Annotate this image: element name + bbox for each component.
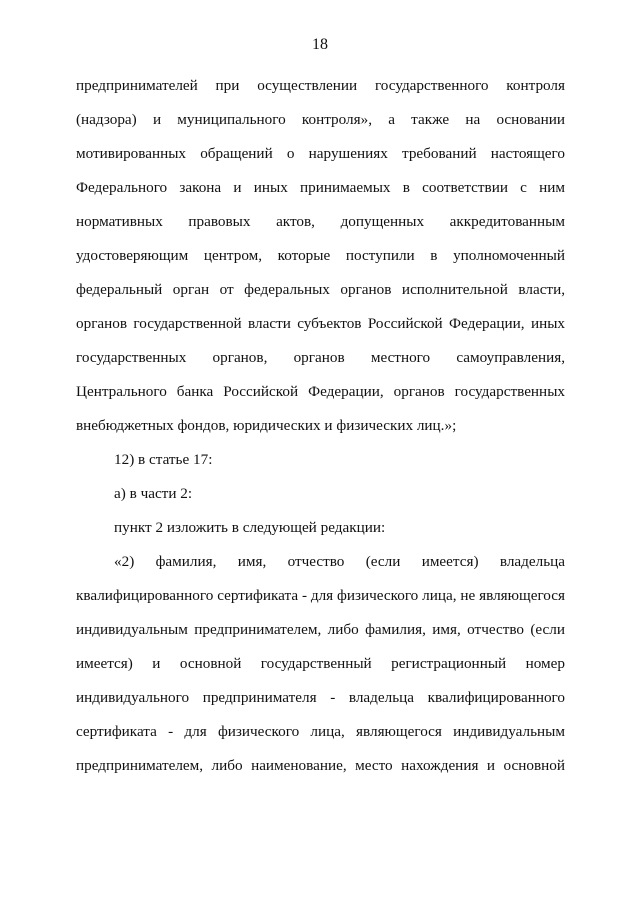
text-line: пункт 2 изложить в следующей редакции: [114,519,386,536]
text-line: предпринимателем, либо наименование, место нахождения и основной [76,757,565,774]
text-line: а) в части 2: [114,485,193,502]
text-line: Центрального банка Российской Федерации, органов государственных [76,383,565,400]
text-line: органов государственной власти субъектов Российской Федерации, иных [76,315,565,332]
text-line: имеется) и основной государственный регистрационный номер [76,655,565,672]
text-line: удостоверяющим центром, которые поступили в уполномоченный [76,247,565,264]
text-line: индивидуального предпринимателя - владельца квалифицированного [76,689,565,706]
document-body [76,69,565,783]
text-line: федеральный орган от федеральных органов исполнительной власти, [76,281,565,298]
text-line: (надзора) и муниципального контроля», а также на основании [76,111,565,128]
text-line: сертификата - для физического лица, являющегося индивидуальным [76,723,565,740]
page-number: 18 [312,36,328,53]
text-line: индивидуальным предпринимателем, либо фамилия, имя, отчество (если [76,621,565,638]
text-line: предпринимателей при осуществлении государственного контроля [76,77,565,94]
text-line: «2) фамилия, имя, отчество (если имеется) владельца [114,553,565,570]
text-line: Федерального закона и иных принимаемых в соответствии с ним [76,179,565,196]
text-line: государственных органов, органов местного самоуправления, [76,349,565,366]
text-line: мотивированных обращений о нарушениях требований настоящего [76,145,565,162]
text-line: квалифицированного сертификата - для физического лица, не являющегося [76,587,565,604]
text-line: нормативных правовых актов, допущенных аккредитованным [76,213,565,230]
text-line: внебюджетных фондов, юридических и физических лиц.»; [76,417,457,434]
text-line: 12) в статье 17: [114,451,213,468]
